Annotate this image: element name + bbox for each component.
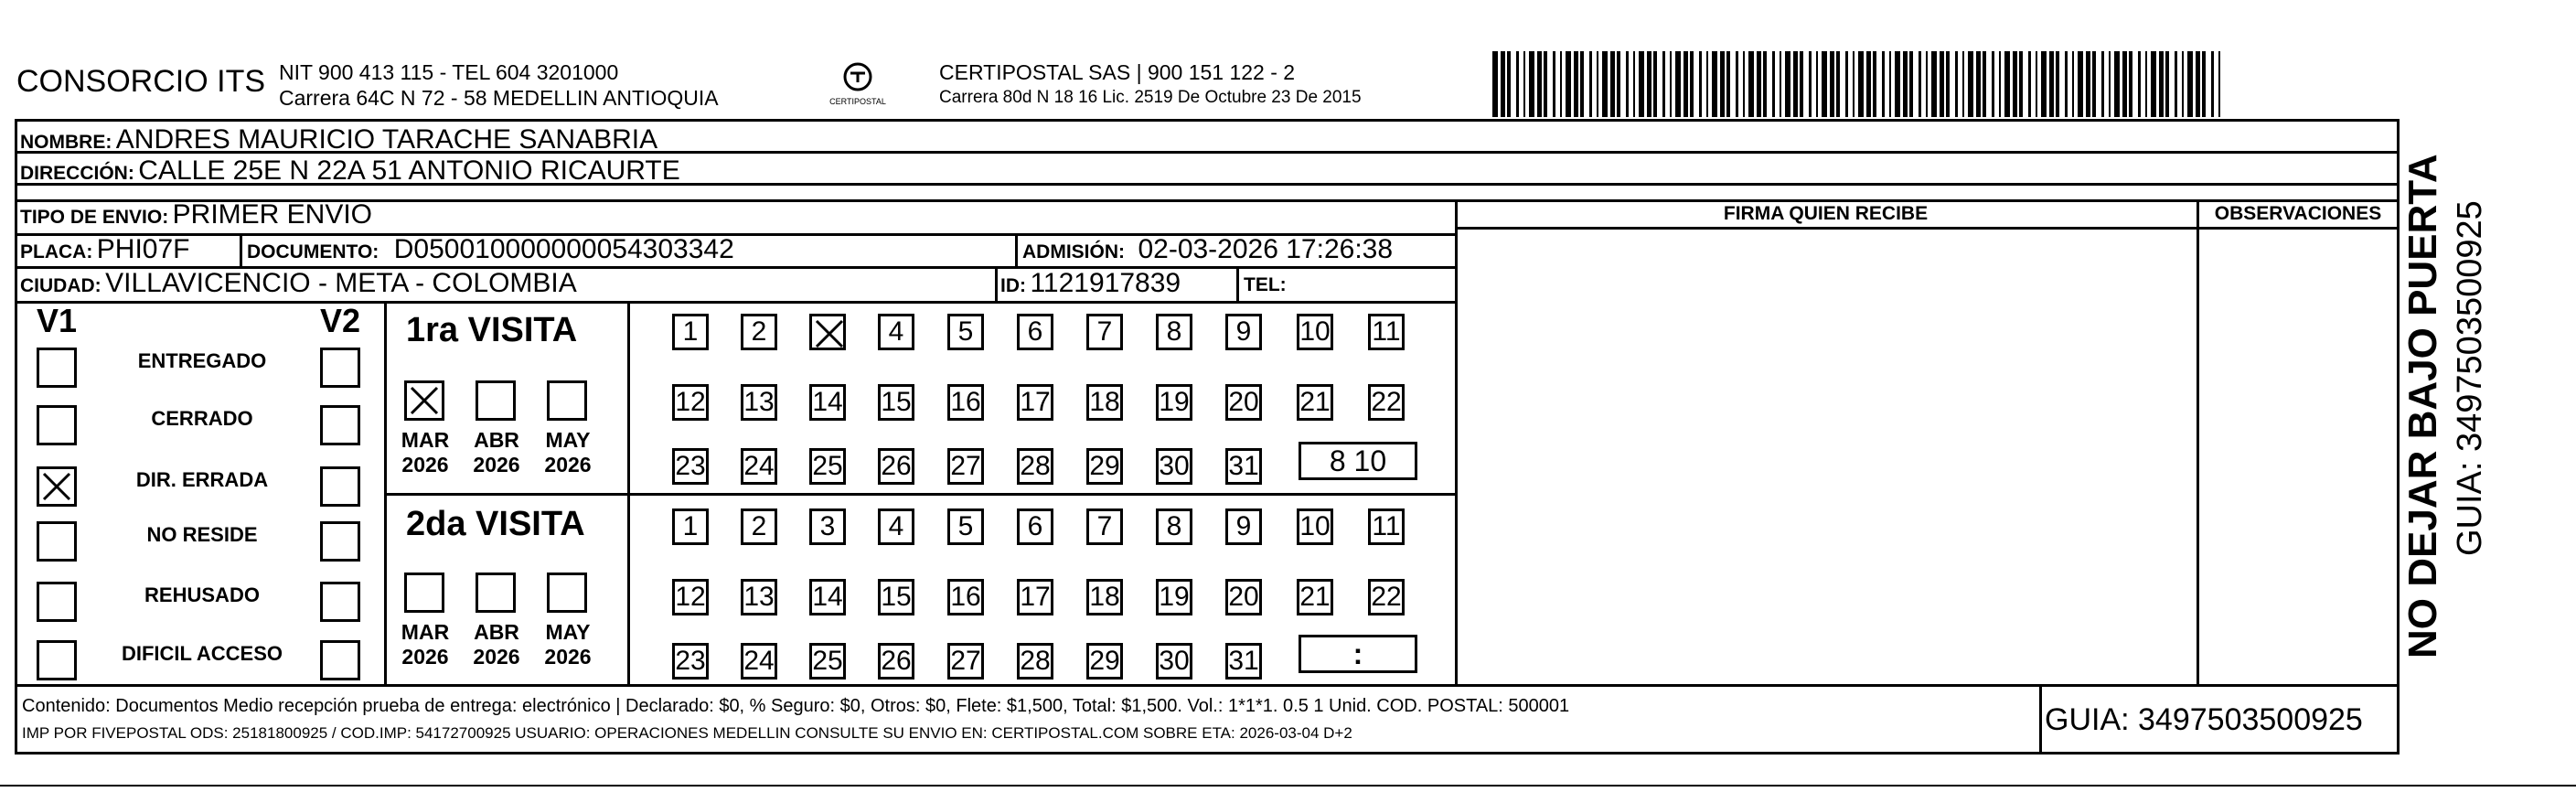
day-29[interactable]: 29 [1086,448,1123,485]
day-22[interactable]: 22 [1368,579,1405,615]
day-19[interactable]: 19 [1156,384,1192,421]
first-visit-time-box[interactable] [1299,442,1417,480]
tipo-value: PRIMER ENVIO [172,199,373,230]
v2-checkbox[interactable] [320,348,360,388]
v2-checkbox[interactable] [320,582,360,622]
day-14[interactable]: 14 [809,384,846,421]
day-27[interactable]: 27 [947,643,984,680]
day-23[interactable]: 23 [672,643,709,680]
day-11[interactable]: 11 [1368,508,1405,545]
day-23[interactable]: 23 [672,448,709,485]
day-15[interactable]: 15 [878,579,914,615]
day-15[interactable]: 15 [878,384,914,421]
id-label: ID: [1000,275,1026,296]
logo-text: CERTIPOSTAL [829,97,886,106]
day-24[interactable]: 24 [741,643,777,680]
status-label: NO RESIDE [146,523,258,546]
day-17[interactable]: 17 [1017,384,1053,421]
month-label [465,428,529,477]
observaciones-label: OBSERVACIONES [2214,203,2382,224]
nombre-label: NOMBRE: [20,132,112,153]
nombre-row [20,124,657,155]
day-7[interactable]: 7 [1086,508,1123,545]
v1-checkbox[interactable] [37,640,77,680]
day-1[interactable]: 1 [672,314,709,350]
barcode [1492,51,2224,117]
month-label [536,620,600,669]
status-label: DIR. ERRADA [135,468,269,491]
documento-row [247,234,734,265]
footer-contenido: Contenido: Documentos Medio recepción prueba de entrega: electrónico | Declarado: $0, % Seguro: $0, Otros: $0, Flete: $1,500, Total: $1,500. Vol.: 1*1*1. 0.5 1 Unid. COD. POSTAL: 500001 [22,696,1570,716]
day-30[interactable]: 30 [1156,643,1192,680]
status-label: REHUSADO [144,583,260,606]
v1-label: V1 [37,302,78,339]
day-28[interactable]: 28 [1017,643,1053,680]
day-18[interactable]: 18 [1086,384,1123,421]
status-label: DIFICIL ACCESO [121,642,283,665]
direccion-label: DIRECCIÓN: [20,163,134,184]
status-label: ENTREGADO [137,349,267,372]
placa-label: PLACA: [20,241,93,262]
day-26[interactable]: 26 [878,448,914,485]
nombre-value: ANDRES MAURICIO TARACHE SANABRIA [115,124,658,155]
v2-checkbox[interactable] [320,466,360,507]
day-27[interactable]: 27 [947,448,984,485]
day-8[interactable]: 8 [1156,508,1192,545]
month-name: ABR [474,428,519,452]
direccion-row [20,155,680,187]
footer-imp: IMP POR FIVEPOSTAL ODS: 25181800925 / COD.IMP: 54172700925 USUARIO: OPERACIONES MEDELLIN CONSULTE SU ENVIO EN: CERTIPOSTAL.COM SOBRE ETA: 2026-03-04 D+2 [22,724,1352,742]
day-29[interactable]: 29 [1086,643,1123,680]
v2-checkbox[interactable] [320,521,360,562]
month-name: ABR [474,620,519,644]
month-label [465,620,529,669]
month-year: 2026 [544,645,592,669]
admision-row [1022,234,1393,265]
second-visit-time: : [1352,637,1363,670]
day-22[interactable]: 22 [1368,384,1405,421]
month-checkbox[interactable] [547,380,587,421]
second-visit-title: 2da VISITA [406,505,585,543]
month-checkbox[interactable] [476,380,516,421]
day-12[interactable]: 12 [672,384,709,421]
direccion-value: CALLE 25E N 22A 51 ANTONIO RICAURTE [138,155,680,186]
day-13[interactable]: 13 [741,579,777,615]
day-4[interactable]: 4 [878,508,914,545]
month-name: MAY [545,620,591,644]
day-11[interactable]: 11 [1368,314,1405,350]
month-label [393,620,457,669]
placa-value: PHI07F [96,234,190,264]
company-line-1: NIT 900 413 115 - TEL 604 3201000 [279,60,619,84]
day-16[interactable]: 16 [947,384,984,421]
month-name: MAR [401,428,450,452]
v2-label: V2 [320,302,361,339]
day-13[interactable]: 13 [741,384,777,421]
day-6[interactable]: 6 [1017,508,1053,545]
v2-checkbox[interactable] [320,405,360,445]
documento-label: DOCUMENTO: [247,241,379,262]
day-5[interactable]: 5 [947,508,984,545]
day-7[interactable]: 7 [1086,314,1123,350]
ciudad-row [20,268,577,299]
v1-checkbox[interactable] [37,466,77,507]
month-year: 2026 [401,645,449,669]
day-2[interactable]: 2 [741,508,777,545]
month-label [536,428,600,477]
company-name: CONSORCIO ITS [16,64,266,99]
id-row [1000,268,1181,299]
day-18[interactable]: 18 [1086,579,1123,615]
day-8[interactable]: 8 [1156,314,1192,350]
day-21[interactable]: 21 [1297,579,1333,615]
month-year: 2026 [544,453,592,476]
admision-value: 02-03-2026 17:26:38 [1138,234,1394,264]
day-31[interactable]: 31 [1225,448,1262,485]
month-name: MAR [401,620,450,644]
day-10[interactable]: 10 [1297,508,1333,545]
day-19[interactable]: 19 [1156,579,1192,615]
tipo-row [20,199,372,230]
v1-checkbox[interactable] [37,405,77,445]
day-31[interactable]: 31 [1225,643,1262,680]
side-warning: NO DEJAR BAJO PUERTA [2400,154,2445,658]
certipostal-logo [821,59,894,113]
day-14[interactable]: 14 [809,579,846,615]
month-year: 2026 [473,645,520,669]
day-25[interactable]: 25 [809,643,846,680]
v1-checkbox[interactable] [37,582,77,622]
day-24[interactable]: 24 [741,448,777,485]
day-9[interactable]: 9 [1225,508,1262,545]
tipo-label: TIPO DE ENVIO: [20,207,169,228]
day-21[interactable]: 21 [1297,384,1333,421]
day-30[interactable]: 30 [1156,448,1192,485]
placa-row [20,234,190,265]
month-name: MAY [545,428,591,452]
month-checkbox[interactable] [404,573,444,613]
month-year: 2026 [473,453,520,476]
documento-value: D050010000000054303342 [393,234,734,264]
status-label: CERRADO [151,407,253,430]
day-4[interactable]: 4 [878,314,914,350]
day-3[interactable]: 3 [809,508,846,545]
company-line-2: Carrera 64C N 72 - 58 MEDELLIN ANTIOQUIA [279,86,719,110]
side-guia: GUIA: 3497503500925 [2451,200,2489,556]
month-label [393,428,457,477]
v1-checkbox[interactable] [37,521,77,562]
id-value: 1121917839 [1030,268,1181,298]
v2-checkbox[interactable] [320,640,360,680]
month-year: 2026 [401,453,449,476]
ciudad-label: CIUDAD: [20,275,102,296]
ciudad-value: VILLAVICENCIO - META - COLOMBIA [105,268,577,298]
v1-checkbox[interactable] [37,348,77,388]
day-12[interactable]: 12 [672,579,709,615]
second-visit-time-box[interactable] [1299,635,1417,673]
footer-guia: GUIA: 3497503500925 [2045,702,2363,737]
month-checkbox[interactable] [476,573,516,613]
day-5[interactable]: 5 [947,314,984,350]
day-17[interactable]: 17 [1017,579,1053,615]
tel-label: TEL: [1244,274,1287,295]
day-20[interactable]: 20 [1225,384,1262,421]
day-20[interactable]: 20 [1225,579,1262,615]
day-3[interactable] [809,314,846,350]
day-16[interactable]: 16 [947,579,984,615]
first-visit-time: 8 10 [1329,444,1387,477]
month-checkbox[interactable] [547,573,587,613]
day-26[interactable]: 26 [878,643,914,680]
firma-label: FIRMA QUIEN RECIBE [1723,203,1929,224]
carrier-line-1: CERTIPOSTAL SAS | 900 151 122 - 2 [939,60,1296,84]
first-visit-title: 1ra VISITA [406,311,578,349]
day-6[interactable]: 6 [1017,314,1053,350]
bottom-edge [0,785,2576,787]
carrier-line-2: Carrera 80d N 18 16 Lic. 2519 De Octubre 23 De 2015 [939,88,1362,107]
day-1[interactable]: 1 [672,508,709,545]
month-checkbox[interactable] [404,380,444,421]
day-28[interactable]: 28 [1017,448,1053,485]
day-9[interactable]: 9 [1225,314,1262,350]
day-2[interactable]: 2 [741,314,777,350]
day-25[interactable]: 25 [809,448,846,485]
admision-label: ADMISIÓN: [1022,241,1125,262]
day-10[interactable]: 10 [1297,314,1333,350]
